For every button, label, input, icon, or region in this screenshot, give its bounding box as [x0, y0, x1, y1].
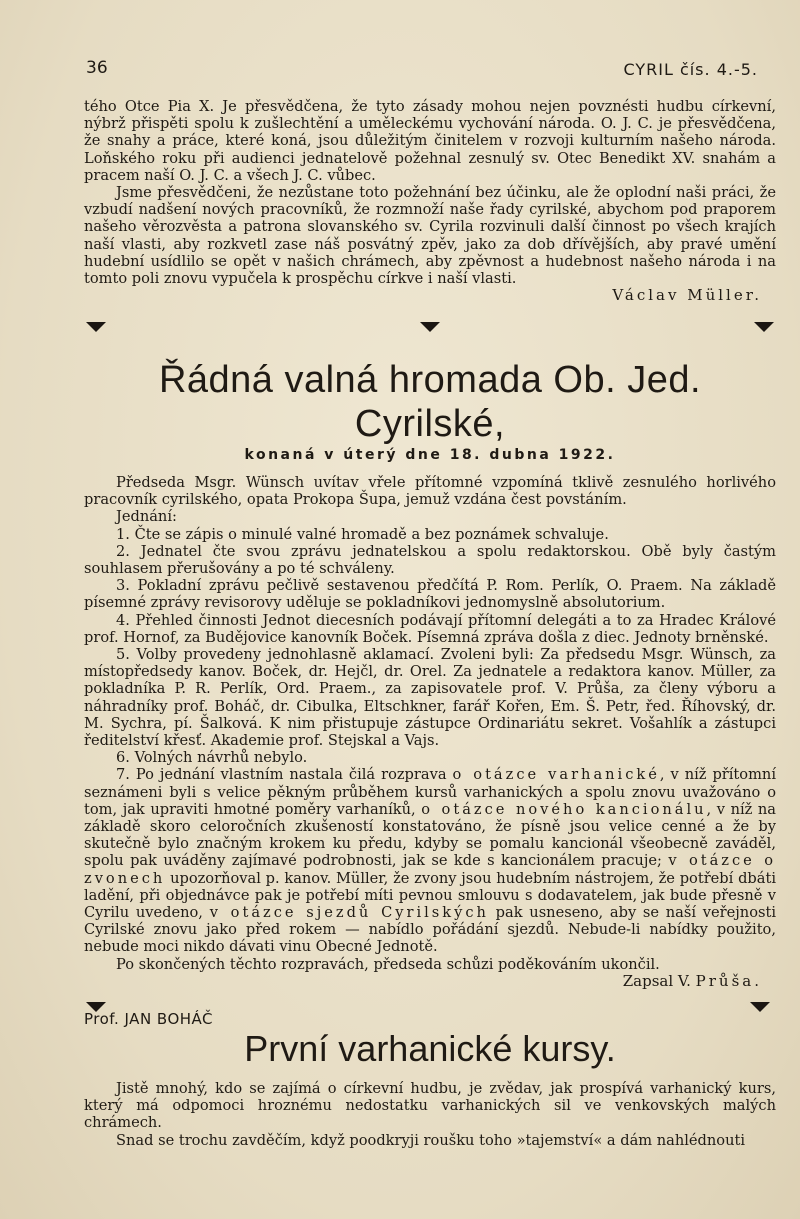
agenda-item: 2. Jednatel čte svou zprávu jednatelskou a spolu redaktorskou. Obě byly častým souhlasem přerušovány a po té schváleny.: [84, 542, 776, 578]
signature: Václav Müller.: [612, 286, 762, 305]
article-title: První varhanické kursy.: [244, 1028, 616, 1069]
triangle-ornament-icon: [86, 322, 106, 332]
page-header: [86, 58, 758, 84]
article-subtitle: konaná v úterý dne 18. dubna 1922.: [244, 447, 616, 463]
agenda-item: 4. Přehled činnosti Jednot diecesních podávají přítomní delegáti a to za Hradec Králové prof. Hornof, za Budějovice kanovník Boček. Písemná zpráva došla z diec. Jednoty brněnské.: [84, 611, 776, 646]
agenda-item: 3. Pokladní zprávu pečlivě sestavenou předčítá P. Rom. Perlík, O. Praem. Na základě písemné zprávy revisorovy uděluje se pokladníkovi jednomyslně absolutorium.: [84, 577, 776, 612]
section-divider: [84, 318, 776, 340]
agenda-label: Jednání:: [116, 508, 177, 526]
paragraph: Předseda Msgr. Wünsch uvítav vřele přítomné vzpomíná tklivě zesnulého horlivého pracovník cyrilského, opata Prokopa Šupa, jemuž vzdána čest povstáním.: [84, 474, 776, 509]
paragraph: tého Otce Pia X. Je přesvědčena, že tyto zásady mohou nejen povznésti hudbu církevní, nýbrž přispěti spolu k zušlechtění a uměleckému vychování národa. O. J. C. je přesvědčena, že snahy a práce, které koná, jsou důležitým činitelem v rozvoji kulturním našeho národa. Loňského roku při audienci jednatelově požehnal zesnulý sv. Otec Benedikt XV. snahám a pracem naší O. J. C. a všech J. C. vůbec.: [84, 98, 776, 184]
article-author: Prof. JAN BOHÁČ: [84, 1010, 214, 1028]
agenda-item: 6. Volných návrhů nebylo.: [116, 749, 308, 767]
article-title: Řádná valná hromada Ob. Jed. Cyrilské,: [158, 359, 702, 445]
agenda-item: 5. Volby provedeny jednohlasně aklamací. Zvoleni byli: Za předsedu Msgr. Wünsch, za místopředsedy kanov. Boček, dr. Hejčl, dr. Orel. Za jednatele a redaktora kanov. Müller, za pokladníka P. R. Perlík, Ord. Praem., za zapisovatele prof. V. Průša, za členy výboru a náhradníky prof. Boháč, dr. Cibulka, Eltschkner, farář Kořen, Em. Š. Petr, řed. Říhovský, dr. M. Sychra, pí. Šalková. K nim přistupuje zástupce Ordinariátu sekret. Vošahlík a zástupci ředitelství křesť. Akademie prof. Stejskal a Vajs.: [84, 646, 776, 750]
meeting-report-section: [84, 358, 776, 990]
signature: Zapsal V. Průša.: [622, 971, 762, 990]
paragraph: Po skončených těchto rozpravách, předseda schůzi poděkováním ukončil.: [116, 955, 660, 973]
organ-courses-article: [84, 1010, 776, 1149]
paragraph: Snad se trochu zavděčím, když poodkryji roušku toho »tajemství« a dám nahlédnouti: [116, 1131, 746, 1149]
paragraph: Jsme přesvědčeni, že nezůstane toto požehnání bez účinku, ale že oplodní naši práci, že vzbudí nadšení nových pracovníků, že rozmnoží naše řady cyrilské, abychom pod praporem našeho věrozvěsta a patrona slovanského sv. Cyrila rozvinuli další činnost po všech krajích naší vlasti, aby rozkvetl zase náš posvátný zpěv, jako za dob dřívějších, aby pravé umění hudební usídlilo se opět v našich chrámech, aby zpěvnost a hudebnost našeho národa i na tomto poli znovu vypučela k prospěchu církve i naší vlasti.: [84, 184, 776, 288]
article-closing-section: [84, 98, 776, 304]
paragraph: Jistě mnohý, kdo se zajímá o církevní hudbu, je zvědav, jak prospívá varhanický kurs, který má odpomoci hroznému nedostatku varhanických sil ve venkovských malých chrámech.: [84, 1080, 776, 1132]
triangle-ornament-icon: [420, 322, 440, 332]
page-number: 36: [86, 58, 108, 78]
triangle-ornament-icon: [754, 322, 774, 332]
agenda-item: 1. Čte se zápis o minulé valné hromadě a bez poznámek schvaluje.: [116, 525, 609, 543]
agenda-item: 7. Po jednání vlastním nastala čilá rozprava o otázce varhanické, v níž přítomní seznámeni byli s velice pěkným průběhem kursů varhanických a spolu znovu uvažováno o tom, jak upraviti hmotné poměry varhaníků, o otázce nového kancionálu, v níž na základě skoro celoročních zkušeností konstatováno, že písně jsou velice cenné a že by skutečně bylo značným krokem ku předu, kdyby se pomalu kancionál všeobecně zaváděl, spolu pak uváděny zajímavé podrobnosti, jak se kde s kancionálem pracuje; v otázce o zvonech upozorňoval p. kanov. Müller, že zvony jsou hudebním nástrojem, že potřebí dbáti ladění, při objednávce pak je potřebí míti pevnou smlouvu s dodavatelem, jak bude přesně v Cyrilu uvedeno, v otázce sjezdů Cyrilských pak usneseno, aby se naší veřejnosti Cyrilské znovu jako před rokem — nabídlo pořádání sjezdů. Nebude-li nabídky použito, nebude moci nikdo dávati vinu Obecné Jednotě.: [84, 766, 776, 956]
running-title: CYRIL čís. 4.-5.: [623, 60, 758, 79]
